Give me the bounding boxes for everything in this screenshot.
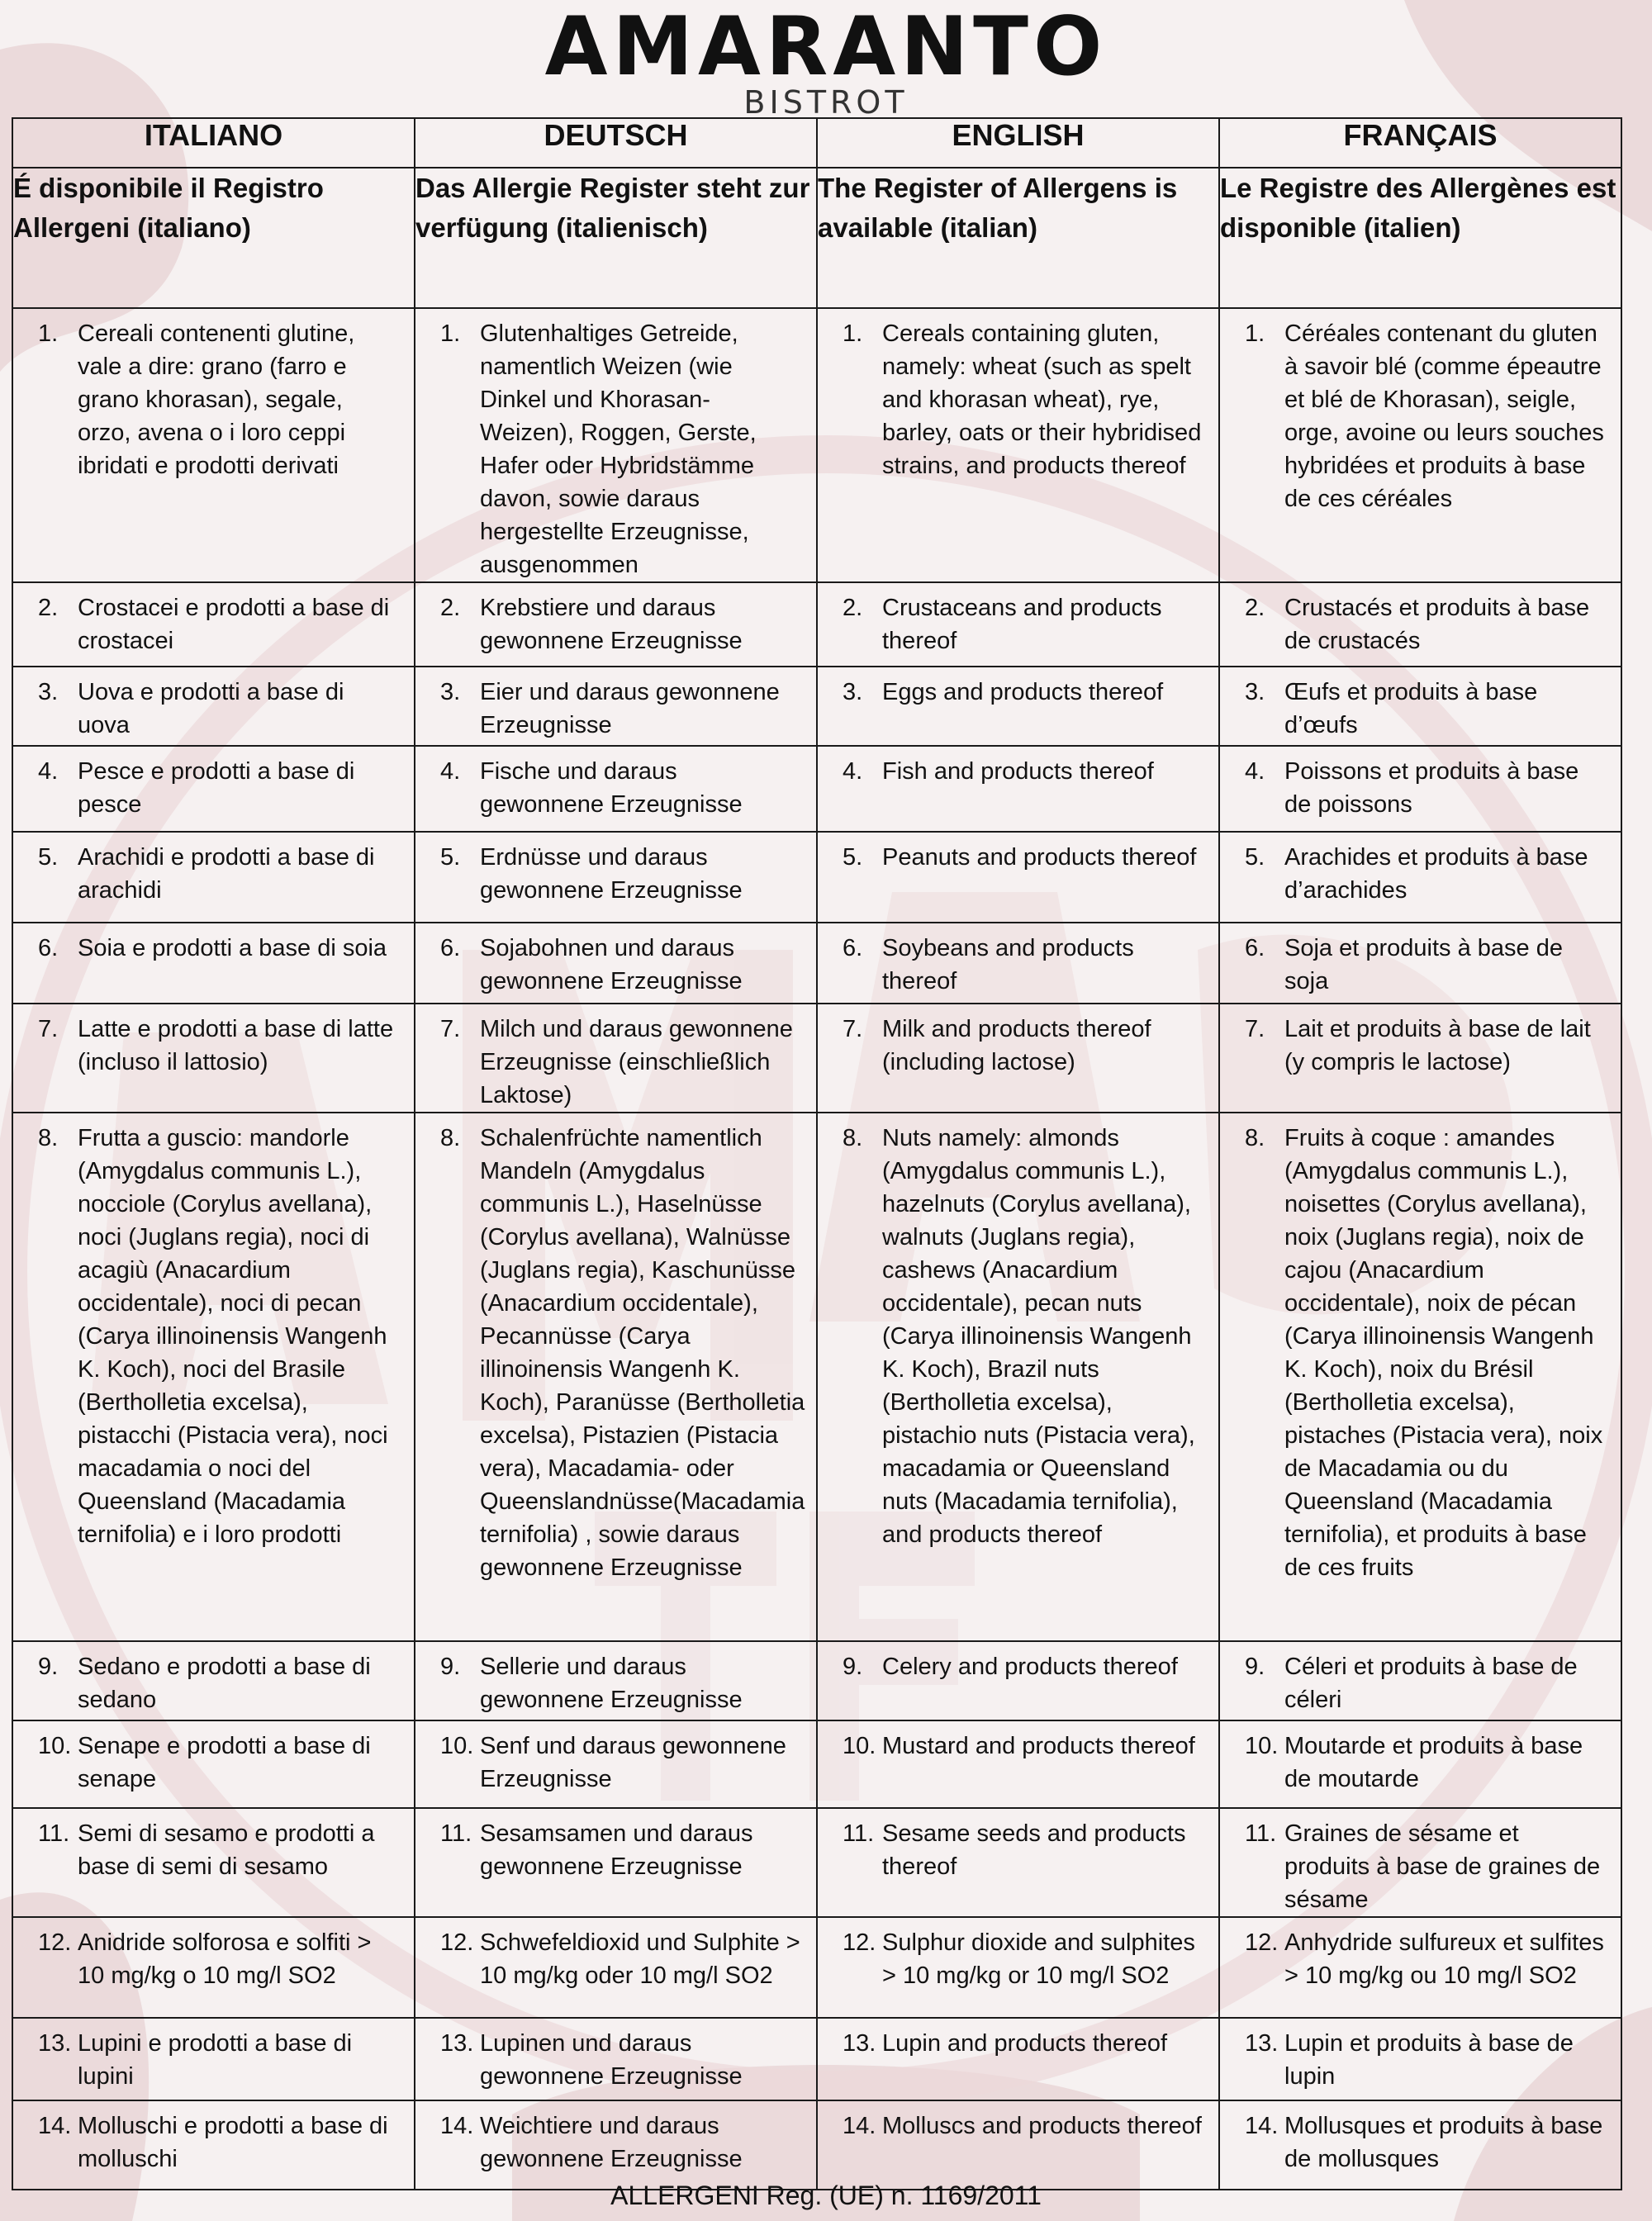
allergen-cell-fr (1219, 1004, 1621, 1113)
allergen-description: Sellerie und daraus gewonnene Erzeugnisse (480, 1654, 743, 1713)
allergen-row (12, 667, 1621, 746)
allergen-number: 12. (38, 1929, 72, 1956)
allergen-cell-de (415, 746, 817, 832)
allergen-description: Fische und daraus gewonnene Erzeugnisse (480, 758, 743, 818)
allergen-description: Crustacés et produits à base de crustacés (1284, 595, 1590, 654)
allergen-cell-it (12, 308, 415, 582)
allergen-number: 13. (440, 2030, 474, 2057)
allergen-cell-de (415, 832, 817, 923)
brand-name: AMARANTO (544, 0, 1108, 94)
allergen-number: 2. (843, 595, 863, 621)
allergen-row (12, 923, 1621, 1004)
allergen-description: Arachidi e prodotti a base di arachidi (78, 844, 375, 904)
allergen-description: Mollusques et produits à base de mollusques (1284, 2113, 1603, 2172)
allergen-row (12, 1641, 1621, 1720)
allergen-number: 6. (1245, 935, 1265, 961)
allergen-number: 3. (1245, 679, 1265, 705)
allergen-number: 5. (843, 844, 863, 871)
allergen-number: 3. (843, 679, 863, 705)
header-deutsch: DEUTSCH (415, 118, 817, 168)
allergen-cell-fr (1219, 1641, 1621, 1720)
allergen-number: 10. (38, 1733, 72, 1759)
allergen-number: 12. (1245, 1929, 1279, 1956)
allergen-number: 4. (440, 758, 461, 785)
allergen-number: 2. (1245, 595, 1265, 621)
allergen-cell-en (817, 1808, 1219, 1917)
allergen-number: 12. (440, 1929, 474, 1956)
allergen-number: 11. (440, 1820, 472, 1847)
allergen-cell-fr (1219, 2100, 1621, 2190)
allergen-description: Milch und daraus gewonnene Erzeugnisse (einschließlich Laktose) (480, 1016, 793, 1108)
allergen-number: 1. (1245, 320, 1265, 347)
allergen-number: 7. (440, 1016, 461, 1042)
allergen-cell-fr (1219, 923, 1621, 1004)
allergen-number: 3. (440, 679, 461, 705)
allergen-number: 6. (38, 935, 59, 961)
allergen-cell-fr (1219, 1720, 1621, 1808)
allergen-number: 1. (38, 320, 59, 347)
allergen-description: Cereali contenenti glutine, vale a dire: grano (farro e grano khorasan), segale, orzo, avena o i loro ceppi ibridati e prodotti derivati (78, 320, 355, 479)
allergen-cell-de (415, 582, 817, 667)
allergen-cell-en (817, 582, 1219, 667)
allergen-rows (12, 308, 1621, 2190)
allergen-table (12, 117, 1622, 2190)
brand-logo (0, 0, 1652, 121)
allergen-cell-en (817, 1720, 1219, 1808)
header-francais: FRANÇAIS (1219, 118, 1621, 168)
allergen-number: 14. (440, 2113, 474, 2139)
allergen-number: 10. (440, 1733, 474, 1759)
allergen-number: 4. (1245, 758, 1265, 785)
allergen-description: Céréales contenant du gluten à savoir blé (comme épeautre et blé de Khorasan), seigle, orge, avoine ou leurs souches hybridées et produits à base de ces céréales (1284, 320, 1604, 512)
allergen-cell-fr (1219, 1808, 1621, 1917)
allergen-description: Eier und daraus gewonnene Erzeugnisse (480, 679, 780, 738)
allergen-description: Sojabohnen und daraus gewonnene Erzeugnisse (480, 935, 743, 994)
allergen-row (12, 832, 1621, 923)
allergen-number: 2. (440, 595, 461, 621)
allergen-row (12, 746, 1621, 832)
allergen-number: 1. (440, 320, 461, 347)
allergen-number: 9. (843, 1654, 863, 1680)
allergen-row (12, 582, 1621, 667)
allergen-cell-it (12, 1113, 415, 1641)
allergen-number: 7. (1245, 1016, 1265, 1042)
allergen-description: Fruits à coque : amandes (Amygdalus communis L.), noisettes (Corylus avellana), noix (Juglans regia), noix de cajou (Anacardium occidentale), noix de pécan (Carya illinoinensis Wangenh K. Koch), noix du Brésil (Bertholletia excelsa), pistaches (Pistacia vera), noix de Macadamia ou du Queensland (Macadamia ternifolia), et produits à base de ces fruits (1284, 1125, 1603, 1581)
allergen-number: 9. (440, 1654, 461, 1680)
allergen-row (12, 1808, 1621, 1917)
allergen-cell-fr (1219, 308, 1621, 582)
allergen-number: 8. (38, 1125, 59, 1151)
regulation-footer: ALLERGENI Reg. (UE) n. 1169/2011 (610, 2181, 1042, 2210)
allergen-cell-en (817, 308, 1219, 582)
allergen-description: Lupin and products thereof (882, 2030, 1168, 2057)
allergen-cell-de (415, 923, 817, 1004)
allergen-cell-fr (1219, 667, 1621, 746)
allergen-number: 1. (843, 320, 863, 347)
allergen-number: 8. (1245, 1125, 1265, 1151)
allergen-description: Crostacei e prodotti a base di crostacei (78, 595, 390, 654)
allergen-number: 8. (843, 1125, 863, 1151)
allergen-cell-de (415, 1641, 817, 1720)
allergen-cell-it (12, 746, 415, 832)
allergen-cell-de (415, 1720, 817, 1808)
allergen-description: Sedano e prodotti a base di sedano (78, 1654, 371, 1713)
allergen-description: Peanuts and products thereof (882, 844, 1197, 871)
allergen-number: 13. (38, 2030, 72, 2057)
allergen-number: 5. (440, 844, 461, 871)
allergen-description: Sulphur dioxide and sulphites > 10 mg/kg or 10 mg/l SO2 (882, 1929, 1195, 1989)
allergen-number: 12. (843, 1929, 876, 1956)
allergen-number: 14. (843, 2113, 876, 2139)
allergen-description: Anidride solforosa e solfiti > 10 mg/kg o 10 mg/l SO2 (78, 1929, 372, 1989)
allergen-cell-fr (1219, 1917, 1621, 2018)
allergen-cell-fr (1219, 2018, 1621, 2100)
allergen-description: Senf und daraus gewonnene Erzeugnisse (480, 1733, 786, 1792)
register-notice-row (12, 168, 1621, 308)
allergen-cell-de (415, 2100, 817, 2190)
allergen-number: 5. (1245, 844, 1265, 871)
allergen-number: 13. (1245, 2030, 1279, 2057)
allergen-description: Molluschi e prodotti a base di molluschi (78, 2113, 388, 2172)
allergen-description: Sesamsamen und daraus gewonnene Erzeugnisse (480, 1820, 753, 1880)
allergen-row (12, 2100, 1621, 2190)
allergen-description: Lupin et produits à base de lupin (1284, 2030, 1574, 2090)
allergen-description: Anhydride sulfureux et sulfites > 10 mg/kg ou 10 mg/l SO2 (1284, 1929, 1604, 1989)
allergen-description: Poissons et produits à base de poissons (1284, 758, 1579, 818)
allergen-number: 10. (843, 1733, 876, 1759)
allergen-cell-fr (1219, 1113, 1621, 1641)
allergen-number: 11. (1245, 1820, 1277, 1847)
allergen-number: 6. (843, 935, 863, 961)
allergen-number: 2. (38, 595, 59, 621)
allergen-cell-it (12, 2018, 415, 2100)
allergen-cell-de (415, 1808, 817, 1917)
allergen-description: Erdnüsse und daraus gewonnene Erzeugnisse (480, 844, 743, 904)
allergen-number: 14. (38, 2113, 72, 2139)
allergen-description: Senape e prodotti a base di senape (78, 1733, 371, 1792)
allergen-cell-en (817, 832, 1219, 923)
allergen-description: Soybeans and products thereof (882, 935, 1134, 994)
allergen-description: Moutarde et produits à base de moutarde (1284, 1733, 1583, 1792)
allergen-cell-de (415, 308, 817, 582)
allergen-cell-it (12, 832, 415, 923)
allergen-number: 8. (440, 1125, 461, 1151)
allergen-number: 14. (1245, 2113, 1279, 2139)
allergen-cell-it (12, 1917, 415, 2018)
allergen-description: Celery and products thereof (882, 1654, 1178, 1680)
allergen-cell-fr (1219, 832, 1621, 923)
allergen-number: 13. (843, 2030, 876, 2057)
allergen-cell-de (415, 1004, 817, 1113)
allergen-row (12, 1004, 1621, 1113)
allergen-cell-en (817, 1641, 1219, 1720)
allergen-cell-de (415, 1917, 817, 2018)
allergen-description: Céleri et produits à base de céleri (1284, 1654, 1578, 1713)
allergen-cell-fr (1219, 746, 1621, 832)
allergen-description: Soia e prodotti a base di soia (78, 935, 387, 961)
allergen-cell-en (817, 1917, 1219, 2018)
allergen-description: Uova e prodotti a base di uova (78, 679, 344, 738)
header-english: ENGLISH (817, 118, 1219, 168)
allergen-number: 9. (1245, 1654, 1265, 1680)
allergen-description: Molluscs and products thereof (882, 2113, 1202, 2139)
allergen-description: Fish and products thereof (882, 758, 1154, 785)
allergen-cell-en (817, 1113, 1219, 1641)
language-header-row (12, 118, 1621, 168)
allergen-cell-en (817, 2018, 1219, 2100)
allergen-description: Schwefeldioxid und Sulphite > 10 mg/kg oder 10 mg/l SO2 (480, 1929, 800, 1989)
allergen-row (12, 2018, 1621, 2100)
allergen-cell-en (817, 746, 1219, 832)
allergen-number: 6. (440, 935, 461, 961)
allergen-number: 9. (38, 1654, 59, 1680)
allergen-cell-en (817, 1004, 1219, 1113)
allergen-row (12, 1917, 1621, 2018)
allergen-description: Soja et produits à base de soja (1284, 935, 1563, 994)
allergen-number: 11. (843, 1820, 875, 1847)
allergen-description: Eggs and products thereof (882, 679, 1164, 705)
allergen-cell-it (12, 1641, 415, 1720)
allergen-cell-it (12, 2100, 415, 2190)
register-notice-de: Das Allergie Register steht zur verfügung (italienisch) (415, 168, 817, 308)
allergen-row (12, 1720, 1621, 1808)
allergen-description: Schalenfrüchte namentlich Mandeln (Amygdalus communis L.), Haselnüsse (Corylus avellana), Walnüsse (Juglans regia), Kaschunüsse (Anacardium occidentale), Pecannüsse (Carya illinoinensis Wangenh K. Koch), Paranüsse (Bertholletia excelsa), Pistazien (Pistacia vera), Macadamia- oder Queenslandnüsse(Macadamia ternifolia) , sowie daraus gewonnene Erzeugnisse (480, 1125, 805, 1581)
allergen-description: Mustard and products thereof (882, 1733, 1195, 1759)
brand-subtitle: BISTROT (743, 84, 909, 121)
allergen-cell-it (12, 1720, 415, 1808)
allergen-description: Krebstiere und daraus gewonnene Erzeugnisse (480, 595, 743, 654)
allergen-description: Lupini e prodotti a base di lupini (78, 2030, 353, 2090)
allergen-description: Weichtiere und daraus gewonnene Erzeugnisse (480, 2113, 743, 2172)
allergen-cell-de (415, 667, 817, 746)
allergen-description: Milk and products thereof (including lactose) (882, 1016, 1151, 1075)
allergen-description: Graines de sésame et produits à base de graines de sésame (1284, 1820, 1601, 1913)
allergen-cell-en (817, 2100, 1219, 2190)
allergen-cell-fr (1219, 582, 1621, 667)
allergen-cell-de (415, 2018, 817, 2100)
allergen-number: 3. (38, 679, 59, 705)
allergen-description: Œufs et produits à base d’œufs (1284, 679, 1538, 738)
allergen-cell-it (12, 667, 415, 746)
allergen-description: Frutta a guscio: mandorle (Amygdalus communis L.), nocciole (Corylus avellana), noci (Juglans regia), noci di acagiù (Anacardium occidentale), noci di pecan (Carya illinoinensis Wangenh K. Koch), noci del Brasile (Bertholletia excelsa), pistacchi (Pistacia vera), noci macadamia o noci del Queensland (Macadamia ternifolia) e i loro prodotti (78, 1125, 388, 1548)
allergen-cell-it (12, 582, 415, 667)
allergen-cell-it (12, 1004, 415, 1113)
allergen-row (12, 308, 1621, 582)
allergen-description: Lait et produits à base de lait (y compris le lactose) (1284, 1016, 1591, 1075)
allergen-number: 5. (38, 844, 59, 871)
allergen-description: Arachides et produits à base d’arachides (1284, 844, 1588, 904)
register-notice-it: É disponibile il Registro Allergeni (italiano) (12, 168, 415, 308)
allergen-description: Sesame seeds and products thereof (882, 1820, 1186, 1880)
allergen-cell-de (415, 1113, 817, 1641)
header-italiano: ITALIANO (12, 118, 415, 168)
allergen-number: 11. (38, 1820, 70, 1847)
allergen-cell-en (817, 667, 1219, 746)
register-notice-en: The Register of Allergens is available (italian) (817, 168, 1219, 308)
register-notice-fr: Le Registre des Allergènes est disponible (italien) (1219, 168, 1621, 308)
allergen-description: Semi di sesamo e prodotti a base di semi di sesamo (78, 1820, 375, 1880)
allergen-number: 7. (843, 1016, 863, 1042)
allergen-description: Pesce e prodotti a base di pesce (78, 758, 355, 818)
allergen-cell-it (12, 1808, 415, 1917)
allergen-description: Cereals containing gluten, namely: wheat (such as spelt and khorasan wheat), rye, barley, oats or their hybridised strains, and products thereof (882, 320, 1202, 479)
allergen-description: Crustaceans and products thereof (882, 595, 1162, 654)
allergen-cell-en (817, 923, 1219, 1004)
allergen-number: 4. (38, 758, 59, 785)
allergen-description: Lupinen und daraus gewonnene Erzeugnisse (480, 2030, 743, 2090)
allergen-cell-it (12, 923, 415, 1004)
allergen-number: 4. (843, 758, 863, 785)
allergen-row (12, 1113, 1621, 1641)
allergen-number: 10. (1245, 1733, 1279, 1759)
allergen-description: Nuts namely: almonds (Amygdalus communis L.), hazelnuts (Corylus avellana), walnuts (Juglans regia), cashews (Anacardium occidentale), pecan nuts (Carya illinoinensis Wangenh K. Koch), Brazil nuts (Bertholletia excelsa), pistachio nuts (Pistacia vera), macadamia or Queensland nuts (Macadamia ternifolia), and products thereof (882, 1125, 1195, 1548)
allergen-description: Glutenhaltiges Getreide, namentlich Weizen (wie Dinkel und Khorasan-Weizen), Roggen, Gerste, Hafer oder Hybridstämme davon, sowie daraus hergestellte Erzeugnisse, ausgenommen (480, 320, 757, 578)
allergen-description: Latte e prodotti a base di latte (incluso il lattosio) (78, 1016, 394, 1075)
allergen-number: 7. (38, 1016, 59, 1042)
